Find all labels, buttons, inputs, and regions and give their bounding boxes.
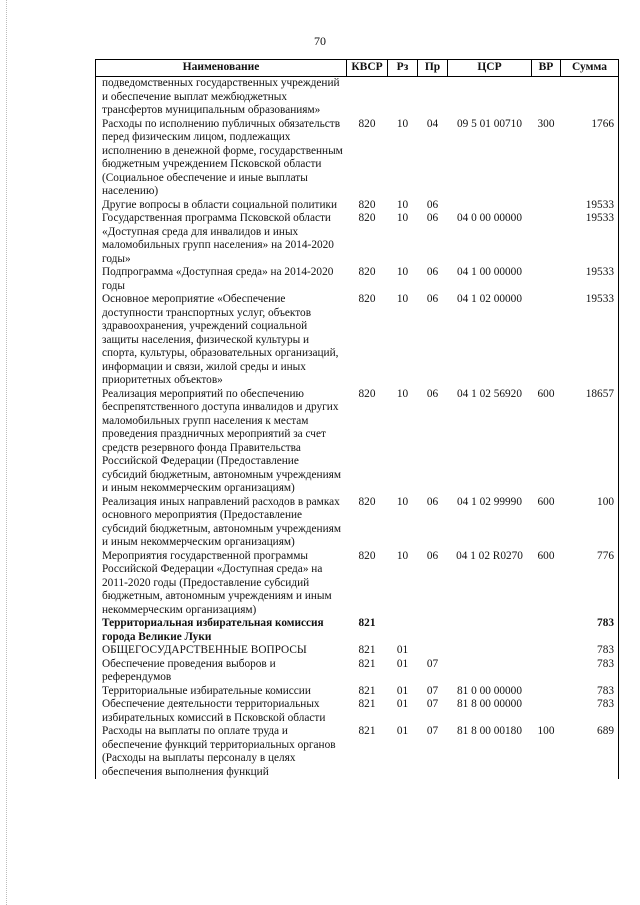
cell-vr: 600 [537,387,555,400]
table-body [96,77,619,780]
table-header-row [96,60,619,77]
table-row [96,293,619,388]
cell-vr [532,266,561,293]
cell-sum: 689 [561,725,619,779]
cell-kvsr: 820 [358,387,376,400]
cell-name: Основное мероприятие «Обеспечение доступности транспортных услуг, объектов здравоохранения, учреждений социальной защиты населения, физической культуры и спорта, культуры, образовательных организаций, информации и связи, жилой среды и иных приоритетных объектов» [96,293,347,388]
table-row [96,118,619,199]
cell-vr [532,77,561,118]
cell-kvsr: 820 [358,549,376,562]
cell-name: Территориальные избирательные комиссии [96,685,347,699]
cell-name: подведомственных государственных учреждений и обеспечение выплат межбюджетных трансфертов муниципальным образованиям» [96,77,347,118]
cell-name: Государственная программа Псковской области «Доступная среда для инвалидов и иных маломобильных групп населения» на 2014-2020 годы» [96,212,347,266]
cell-name: Территориальная избирательная комиссия города Великие Луки [96,617,347,644]
cell-csr: 81 8 00 00000 [457,698,522,710]
cell-sum: 783 [561,685,619,699]
cell-rz: 10 [396,212,409,224]
cell-pr: 07 [426,725,439,737]
cell-kvsr [347,77,388,118]
table-row [96,266,619,293]
table-row [96,77,619,118]
cell-csr: 81 8 00 00180 [457,725,522,737]
table-row [96,550,619,618]
table-row [96,685,619,699]
cell-csr [448,644,532,658]
cell-vr [532,293,561,388]
table-row [96,496,619,550]
cell-pr: 07 [426,698,439,710]
cell-pr [418,617,448,644]
cell-rz: 01 [396,684,409,697]
table-row [96,725,619,779]
header-pr: Пр [418,60,448,77]
cell-csr [448,617,532,644]
cell-rz: 10 [396,387,409,400]
cell-name: Другие вопросы в области социальной политики [96,199,347,213]
cell-pr [418,77,448,118]
cell-csr: 81 0 00 00000 [457,684,522,697]
budget-table [95,59,619,779]
cell-sum: 19533 [561,212,619,266]
header-rz: Рз [388,60,418,77]
cell-sum: 19533 [561,293,619,388]
header-vr: ВР [532,60,561,77]
cell-sum: 783 [561,658,619,685]
cell-sum: 100 [561,496,619,550]
cell-name: Обеспечение деятельности территориальных избирательных комиссий в Псковской области [96,698,347,725]
cell-vr [532,212,561,266]
cell-rz [388,617,418,644]
cell-name: ОБЩЕГОСУДАРСТВЕННЫЕ ВОПРОСЫ [96,644,347,658]
cell-rz: 01 [396,657,409,670]
cell-sum: 18657 [561,388,619,496]
cell-sum [561,77,619,118]
cell-name: Подпрограмма «Доступная среда» на 2014-2020 годы [96,266,347,293]
cell-pr: 06 [426,387,439,400]
table-row [96,199,619,213]
cell-rz: 01 [396,644,409,656]
cell-vr [532,685,561,699]
cell-kvsr: 820 [358,266,376,278]
cell-kvsr: 820 [358,495,376,508]
cell-sum: 783 [561,617,619,644]
cell-pr: 07 [426,657,439,670]
cell-vr: 600 [537,549,555,562]
cell-sum: 1766 [561,118,619,199]
cell-sum: 19533 [561,199,619,213]
cell-kvsr: 821 [358,684,376,697]
cell-kvsr: 820 [358,293,376,305]
cell-kvsr: 820 [358,117,376,130]
cell-vr: 600 [537,495,555,508]
cell-rz: 01 [396,725,409,737]
cell-vr [532,617,561,644]
cell-pr [418,644,448,658]
cell-kvsr: 820 [358,212,376,224]
cell-rz: 10 [396,293,409,305]
cell-kvsr: 821 [358,698,376,710]
cell-csr [448,77,532,118]
scan-edge [6,0,8,905]
cell-pr: 06 [426,266,439,278]
cell-vr [532,658,561,685]
cell-kvsr: 821 [358,725,376,737]
cell-pr: 06 [426,495,439,508]
cell-sum: 783 [561,698,619,725]
cell-rz: 10 [396,266,409,278]
cell-csr: 04 1 02 56920 [457,387,522,400]
table-row [96,617,619,644]
cell-pr: 06 [426,549,439,562]
cell-csr [448,658,532,685]
cell-kvsr: 821 [358,617,376,629]
cell-vr: 300 [537,117,555,130]
header-kvsr: КВСР [347,60,388,77]
cell-pr: 06 [426,212,439,224]
table-row [96,644,619,658]
cell-name: Расходы по исполнению публичных обязательств перед физическим лицом, подлежащих исполнению в денежной форме, государственным бюджетным учреждением Псковской области (Социальное обеспечение и иные выплаты населению) [96,118,347,199]
header-csr: ЦСР [448,60,532,77]
cell-rz [388,77,418,118]
cell-pr: 06 [426,293,439,305]
cell-pr: 07 [426,684,439,697]
cell-pr: 04 [426,117,439,130]
cell-csr [448,199,532,213]
cell-rz: 10 [396,198,409,211]
cell-sum: 776 [561,550,619,618]
table-row [96,698,619,725]
cell-vr [532,644,561,658]
cell-sum: 19533 [561,266,619,293]
cell-csr: 04 0 00 00000 [457,212,522,224]
cell-kvsr: 820 [358,198,376,211]
cell-sum: 783 [561,644,619,658]
table-row [96,388,619,496]
cell-csr: 04 1 02 99990 [457,495,522,508]
cell-rz: 10 [396,117,409,130]
cell-name: Реализация мероприятий по обеспечению беспрепятственного доступа инвалидов и других маломобильных групп населения к местам проведения праздничных мероприятий за счет средств резервного фонда Правительства Российской Федерации (Предоставление субсидий бюджетным, автономным учреждениям и иным некоммерческим организациям) [96,388,347,496]
cell-rz: 01 [396,698,409,710]
cell-name: Мероприятия государственной программы Российской Федерации «Доступная среда» на 2011-2020 годы (Предоставление субсидий бюджетным, автономным учреждениям и иным некоммерческим организациям) [96,550,347,618]
cell-pr: 06 [426,198,439,211]
cell-name: Реализация иных направлений расходов в рамках основного мероприятия (Предоставление субсидий бюджетным, автономным учреждениям и иным некоммерческим организациям) [96,496,347,550]
cell-csr: 04 1 02 R0270 [456,549,523,562]
cell-kvsr: 821 [358,644,376,656]
cell-name: Обеспечение проведения выборов и референдумов [96,658,347,685]
table-row [96,212,619,266]
cell-name: Расходы на выплаты по оплате труда и обеспечение функций территориальных органов (Расходы на выплаты персоналу в целях обеспечения выполнения функций [96,725,347,779]
cell-rz: 10 [396,549,409,562]
header-sum: Сумма [561,60,619,77]
cell-csr: 04 1 02 00000 [457,293,522,305]
cell-csr: 09 5 01 00710 [457,117,522,130]
cell-vr [532,199,561,213]
cell-rz: 10 [396,495,409,508]
cell-vr: 100 [537,725,555,737]
cell-vr [532,698,561,725]
header-name: Наименование [96,60,347,77]
table-row [96,658,619,685]
cell-csr: 04 1 00 00000 [457,266,522,278]
page-number: 70 [314,34,326,48]
cell-kvsr: 821 [358,657,376,670]
